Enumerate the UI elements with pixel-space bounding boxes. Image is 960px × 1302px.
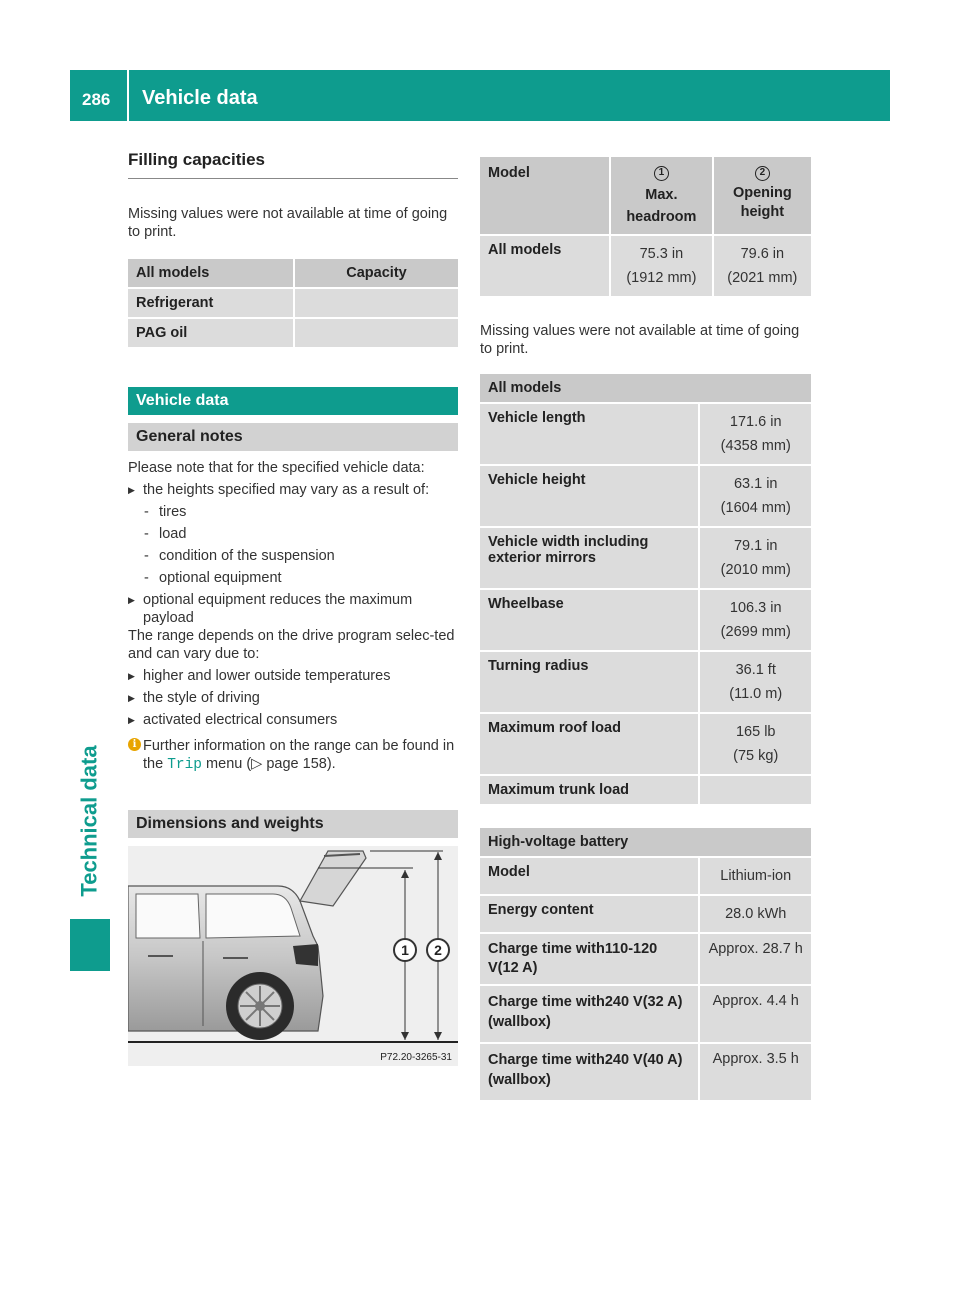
row-value: Approx. 3.5 h [698, 1044, 811, 1100]
table-header: All models [128, 259, 293, 287]
row-label: Maximum roof load [480, 714, 698, 774]
row-label: Charge time with240 V(32 A) (wallbox) [480, 986, 698, 1042]
list-item: - condition of the suspension [144, 547, 458, 565]
range-list [128, 667, 458, 729]
list-item: ▶ activated electrical consumers [128, 711, 458, 729]
vehicle-figure [128, 846, 458, 1066]
table-row [480, 858, 811, 894]
callout-1: 1 [401, 942, 409, 958]
info-note: i Further information on the range can be found in the Trip menu (▷ page 158). [128, 737, 458, 774]
table-header: All models [480, 374, 811, 402]
section-tab [70, 121, 110, 971]
table-header-row [128, 259, 458, 287]
table-row [480, 896, 811, 932]
table-row: Vehicle width including exterior mirrors 79.1 in (2010 mm) [480, 528, 811, 588]
trip-menu-link[interactable]: Trip [167, 757, 203, 773]
table-row [480, 236, 811, 296]
list-item: ▶ the heights specified may vary as a result of: [128, 481, 458, 499]
row-label: Charge time with240 V(40 A) (wallbox) [480, 1044, 698, 1100]
table-header: 2 Opening height [712, 157, 811, 234]
row-label: Vehicle length [480, 404, 698, 464]
table-row [480, 986, 811, 1042]
table-row [480, 1044, 811, 1100]
row-label: Energy content [480, 896, 698, 932]
table-header: Model [480, 157, 609, 234]
row-label: PAG oil [128, 319, 293, 347]
vehicle-data-band: Vehicle data [128, 387, 458, 415]
table-row [128, 289, 458, 317]
dimensions-band: Dimensions and weights [128, 810, 458, 838]
row-label: Refrigerant [128, 289, 293, 317]
header-divider [127, 70, 129, 121]
page-number: 286 [82, 90, 111, 109]
list-item: ▶ optional equipment reduces the maximum payload [128, 591, 458, 627]
list-item: - optional equipment [144, 569, 458, 587]
filling-table [128, 257, 458, 349]
headroom-table [480, 155, 811, 298]
table-header-row [480, 157, 811, 234]
table-row: Turning radius 36.1 ft (11.0 m) [480, 652, 811, 712]
section-tab-label: Technical data [77, 745, 103, 897]
table-row [128, 319, 458, 347]
general-notes-band: General notes [128, 423, 458, 451]
callout-2-icon: 2 [755, 166, 770, 181]
row-value: Approx. 28.7 h [698, 934, 811, 984]
range-text: The range depends on the drive program selec-ted and can vary due to: [128, 628, 455, 662]
all-models-table [480, 372, 811, 806]
row-value [293, 319, 458, 347]
battery-table [480, 826, 811, 1102]
table-header-row [480, 828, 811, 856]
row-value: Approx. 4.4 h [698, 986, 811, 1042]
table-header-row [480, 374, 811, 402]
row-value [293, 289, 458, 317]
table-row: Vehicle length 171.6 in (4358 mm) [480, 404, 811, 464]
list-item: ▶ the style of driving [128, 689, 458, 707]
right-column [480, 155, 811, 1102]
table-row: Wheelbase 106.3 in (2699 mm) [480, 590, 811, 650]
table-header: High-voltage battery [480, 828, 811, 856]
row-value: 28.0 kWh [698, 896, 811, 932]
page-title: Vehicle data [142, 87, 258, 109]
filling-note: Missing values were not available at time of going to print. [128, 206, 448, 240]
info-icon: i [128, 738, 141, 751]
missing-note: Missing values were not available at time of going to print. [480, 323, 800, 357]
table-row: Vehicle height 63.1 in (1604 mm) [480, 466, 811, 526]
filling-capacities-heading: Filling capacities [128, 150, 458, 179]
row-value: 79.6 in [740, 246, 785, 262]
vehicle-illustration [128, 846, 458, 1066]
table-row: Maximum roof load 165 lb (75 kg) [480, 714, 811, 774]
sub-list [128, 503, 458, 587]
row-label: Turning radius [480, 652, 698, 712]
row-value: (1912 mm) [626, 270, 697, 286]
row-value: Lithium-ion [698, 858, 811, 894]
row-label: Vehicle height [480, 466, 698, 526]
left-column [128, 150, 458, 1066]
row-label: Vehicle width including exterior mirrors [480, 528, 698, 588]
row-label: All models [480, 236, 609, 296]
list-item: - load [144, 525, 458, 543]
table-row [480, 934, 811, 984]
row-label: Wheelbase [480, 590, 698, 650]
table-header: 1 Max. headroom [609, 157, 712, 234]
general-notes-intro: Please note that for the specified vehicle data: [128, 460, 425, 476]
list-item: ▶ higher and lower outside temperatures [128, 667, 458, 685]
callout-2: 2 [434, 942, 442, 958]
list-item: - tires [144, 503, 458, 521]
row-value: 75.3 in [639, 246, 684, 262]
figure-code: P72.20-3265-31 [380, 1052, 452, 1063]
section-tab-marker [70, 919, 110, 971]
notes-list [128, 481, 458, 499]
page-header [70, 70, 890, 121]
row-label: Charge time with110-120 V(12 A) [480, 934, 698, 984]
notes-list [128, 591, 458, 627]
row-label: Model [480, 858, 698, 894]
callout-1-icon: 1 [654, 166, 669, 181]
row-label: Maximum trunk load [480, 776, 698, 804]
table-row [480, 776, 811, 804]
row-value: (2021 mm) [727, 270, 798, 286]
table-header: Capacity [293, 259, 458, 287]
